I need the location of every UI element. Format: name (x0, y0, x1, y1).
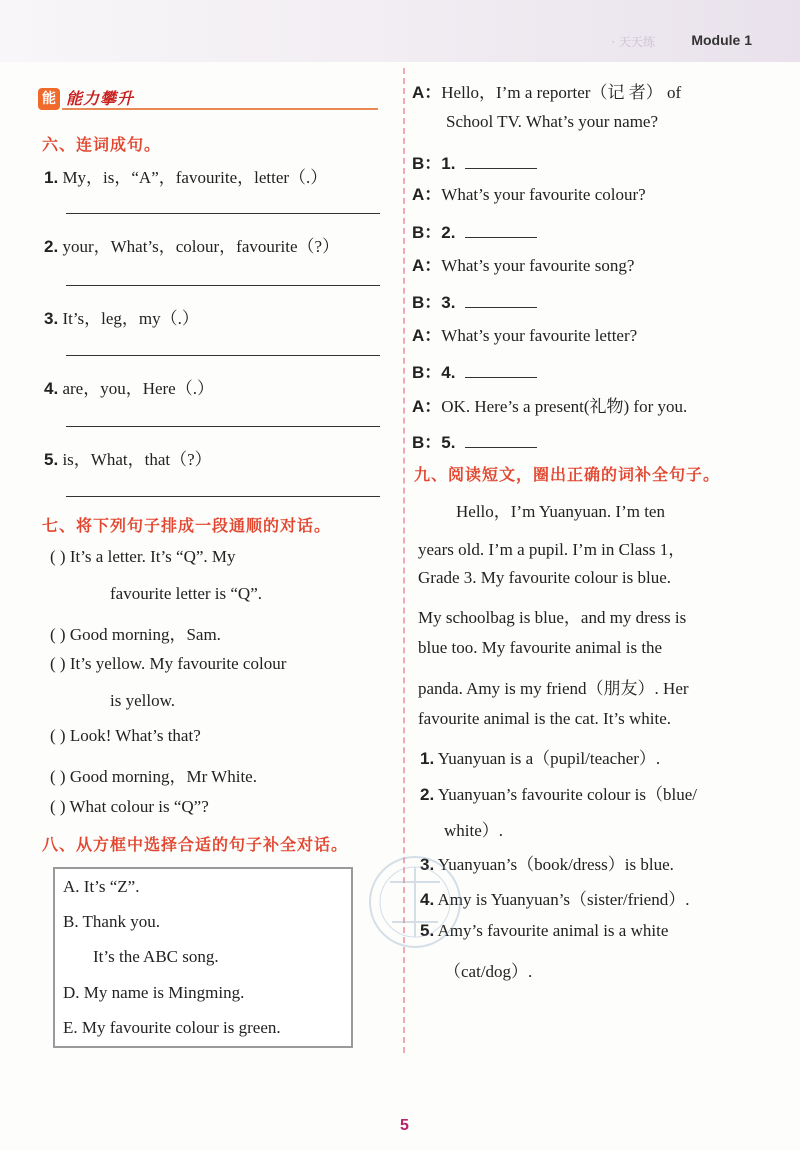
s7-line-5: is yellow. (110, 691, 176, 710)
s7-line-4: ( ) It’s yellow. My favourite colour (50, 654, 287, 673)
s6-item-2: 2. your，What’s，colour，favourite（?） (44, 237, 340, 256)
dialog-line-10: A：OK. Here’s a present(礼物) for you. (412, 397, 688, 416)
s6-answer-line-3[interactable] (66, 355, 380, 356)
ability-title: 能力攀升 (66, 89, 135, 108)
dialog-line-4: A：What’s your favourite colour? (412, 185, 646, 204)
dialog-answer-4: B：4. (412, 358, 537, 383)
question-5: 5. Amy’s favourite animal is a white (420, 921, 669, 940)
question-4: 4. Amy is Yuanyuan’s（sister/friend）. (420, 890, 690, 909)
option-d: D. My name is Mingming. (63, 983, 245, 1002)
s6-answer-line-2[interactable] (66, 285, 380, 286)
dialog-answer-2: B：2. (412, 218, 537, 243)
s7-line-8: ( ) What colour is “Q”? (50, 797, 209, 816)
passage-line-7: favourite animal is the cat. It’s white. (418, 709, 672, 728)
dialog-answer-5: B：5. (412, 428, 537, 453)
ability-underline (62, 108, 378, 110)
ability-heading (38, 86, 378, 112)
s6-answer-line-1[interactable] (66, 213, 380, 214)
passage-line-1: Hello，I’m Yuanyuan. I’m ten (456, 502, 665, 521)
question-2: 2. Yuanyuan’s favourite colour is（blue/ (420, 785, 697, 804)
blank-5[interactable] (465, 446, 537, 448)
dialog-line-2: School TV. What’s your name? (446, 112, 659, 131)
passage-line-4: My schoolbag is blue，and my dress is (418, 608, 687, 627)
s6-item-1: 1. My，is，“A”，favourite，letter（.） (44, 168, 328, 187)
question-1: 1. Yuanyuan is a（pupil/teacher）. (420, 749, 661, 768)
blank-1[interactable] (465, 167, 537, 169)
section-6-title: 六、连词成句。 (42, 135, 162, 154)
s7-line-1: ( ) It’s a letter. It’s “Q”. My (50, 547, 236, 566)
question-5-cont: （cat/dog）. (444, 962, 533, 981)
passage-line-3: Grade 3. My favourite colour is blue. (418, 568, 672, 587)
page-header (0, 0, 800, 62)
s7-line-7: ( ) Good morning，Mr White. (50, 767, 257, 786)
section-8-title: 八、从方框中选择合适的句子补全对话。 (42, 835, 349, 854)
option-b: B. Thank you. (63, 912, 160, 931)
dialog-line-6: A：What’s your favourite song? (412, 256, 635, 275)
passage-line-6: panda. Amy is my friend（朋友）. Her (418, 679, 689, 698)
s6-answer-line-5[interactable] (66, 496, 380, 497)
dialog-answer-3: B：3. (412, 288, 537, 313)
section-9-title: 九、阅读短文，圈出正确的词补全句子。 (414, 465, 721, 484)
watermark-stamp-icon (360, 842, 470, 972)
option-a: A. It’s “Z”. (63, 877, 140, 896)
ability-badge-icon: 能 (38, 88, 60, 110)
s6-item-5: 5. is，What，that（?） (44, 450, 212, 469)
option-e: E. My favourite colour is green. (63, 1018, 281, 1037)
dialog-line-1: A：Hello，I’m a reporter（记 者） of (412, 83, 682, 102)
options-box (53, 867, 353, 1048)
section-7-title: 七、将下列句子排成一段通顺的对话。 (42, 516, 332, 535)
dialog-answer-1: B：1. (412, 149, 537, 174)
option-c: It’s the ABC song. (93, 947, 219, 966)
s7-line-6: ( ) Look! What’s that? (50, 726, 201, 745)
s6-answer-line-4[interactable] (66, 426, 380, 427)
blank-2[interactable] (465, 236, 537, 238)
module-label: Module 1 (691, 32, 752, 48)
header-faint-text: · 天天练 (611, 35, 655, 49)
s7-line-3: ( ) Good morning，Sam. (50, 625, 221, 644)
passage-line-2: years old. I’m a pupil. I’m in Class 1， (418, 540, 686, 559)
passage-line-5: blue too. My favourite animal is the (418, 638, 663, 657)
blank-3[interactable] (465, 306, 537, 308)
s6-item-3: 3. It’s，leg，my（.） (44, 309, 199, 328)
s6-item-4: 4. are，you，Here（.） (44, 379, 214, 398)
s7-line-2: favourite letter is “Q”. (110, 584, 262, 603)
page-number: 5 (400, 1117, 409, 1134)
blank-4[interactable] (465, 376, 537, 378)
dialog-line-8: A：What’s your favourite letter? (412, 326, 638, 345)
question-3: 3. Yuanyuan’s（book/dress）is blue. (420, 855, 674, 874)
question-2-cont: white）. (444, 821, 504, 840)
